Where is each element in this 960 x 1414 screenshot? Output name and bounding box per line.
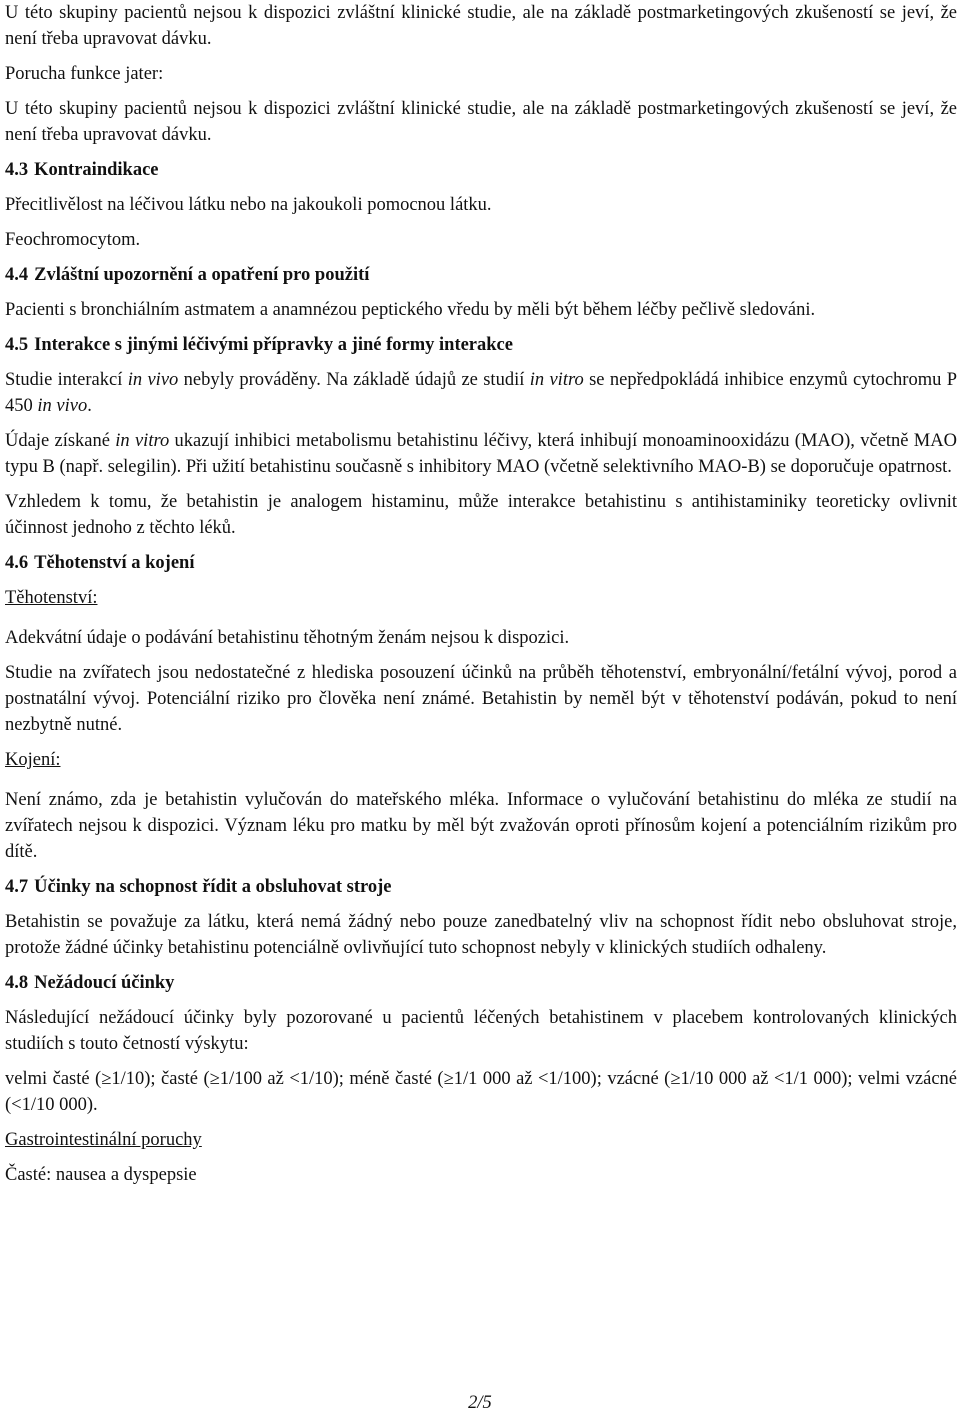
section-title: Těhotenství a kojení [34, 553, 195, 573]
section-number: 4.8 [5, 973, 29, 993]
section-title: Interakce s jinými léčivými přípravky a jiné formy interakce [34, 335, 513, 355]
italic-run: in vitro [529, 370, 584, 390]
section-title: Kontraindikace [34, 160, 159, 180]
contraindication-paragraph-2: Feochromocytom. [5, 230, 141, 250]
contraindication-paragraph-1: Přecitlivělost na léčivou látku nebo na jakoukoli pomocnou látku. [5, 195, 492, 215]
page-number: 2/5 [468, 1393, 492, 1413]
liver-impairment-heading: Porucha funkce jater: [5, 64, 164, 84]
section-number: 4.6 [5, 553, 29, 573]
section-4-8-heading [5, 970, 957, 996]
section-number: 4.5 [5, 335, 29, 355]
document-page [5, 0, 957, 1197]
section-4-7-heading [5, 874, 957, 900]
adverse-effects-paragraph-1: Následující nežádoucí účinky byly pozorované u pacientů léčených betahistinem v placebem kontrolovaných klinických studiích s touto četností výskytu: [5, 1008, 957, 1054]
text-run: nebyly prováděny. Na základě údajů ze studií [178, 370, 530, 390]
section-title: Nežádoucí účinky [34, 973, 175, 993]
section-title: Účinky na schopnost řídit a obsluhovat stroje [34, 877, 392, 897]
pregnancy-label: Těhotenství: [5, 588, 98, 608]
section-title: Zvláštní upozornění a opatření pro použití [34, 265, 370, 285]
gastrointestinal-common: Časté: nausea a dyspepsie [5, 1165, 197, 1185]
gastrointestinal-label: Gastrointestinální poruchy [5, 1130, 202, 1150]
pregnancy-paragraph-2: Studie na zvířatech jsou nedostatečné z hlediska posouzení účinků na průběh těhotenství, embryonální/fetální vývoj, porod a postnatální vývoj. Potenciální riziko pro člověka není známé. Betahistin by neměl být v těhotenství podáván, pokud to není nezbytně nutné. [5, 663, 957, 735]
section-number: 4.4 [5, 265, 29, 285]
section-4-3-heading [5, 157, 957, 183]
section-4-5-heading [5, 332, 957, 358]
intro-paragraph-1: U této skupiny pacientů nejsou k dispozici zvláštní klinické studie, ale na základě postmarketingových zkušeností se jeví, že není třeba upravovat dávku. [5, 3, 957, 49]
interactions-paragraph-2 [5, 428, 957, 480]
text-run: . [87, 396, 92, 416]
text-run: ukazují inhibici metabolismu betahistinu léčivy, která inhibují monoaminooxidázu (MAO), včetně MAO typu B (např. selegilin). Při užití betahistinu současně s inhibitory MAO (včetně selektivního MAO-B) se doporučuje opatrnost. [5, 431, 957, 477]
section-4-6-heading [5, 550, 957, 576]
italic-run: in vivo [37, 396, 88, 416]
intro-paragraph-2: U této skupiny pacientů nejsou k dispozici zvláštní klinické studie, ale na základě postmarketingových zkušeností se jeví, že není třeba upravovat dávku. [5, 99, 957, 145]
text-run: Údaje získané [5, 431, 116, 451]
pregnancy-paragraph-1: Adekvátní údaje o podávání betahistinu těhotným ženám nejsou k dispozici. [5, 628, 570, 648]
frequency-definitions: velmi časté (≥1/10); časté (≥1/100 až <1/10); méně časté (≥1/1 000 až <1/100); vzácné (≥1/10 000 až <1/1 000); velmi vzácné (<1/10 000). [5, 1069, 957, 1115]
italic-run: in vivo [127, 370, 179, 390]
section-number: 4.3 [5, 160, 29, 180]
driving-paragraph: Betahistin se považuje za látku, která nemá žádný nebo pouze zanedbatelný vliv na schopnost řídit nebo obsluhovat stroje, protože žádné účinky betahistinu potenciálně ovlivňující tuto schopnost nebyly v klinických studiích odhaleny. [5, 912, 957, 958]
interactions-paragraph-3: Vzhledem k tomu, že betahistin je analogem histaminu, může interakce betahistinu s antihistaminiky teoreticky ovlivnit účinnost jednoho z těchto léků. [5, 492, 957, 538]
text-run: se nepředpokládá inhibice enzymů cytochromu P 450 [5, 370, 957, 416]
text-run: Studie interakcí [5, 370, 128, 390]
interactions-paragraph-1 [5, 367, 957, 419]
breastfeeding-paragraph: Není známo, zda je betahistin vylučován do mateřského mléka. Informace o vylučování betahistinu do mléka ze studií na zvířatech nejsou k dispozici. Význam léku pro matku by měl být zvažován oproti přínosům kojení a potenciálním rizikům pro dítě. [5, 790, 957, 862]
italic-run: in vitro [115, 431, 170, 451]
section-4-4-heading [5, 262, 957, 288]
warnings-paragraph: Pacienti s bronchiálním astmatem a anamnézou peptického vředu by měli být během léčby pečlivě sledováni. [5, 300, 816, 320]
breastfeeding-label: Kojení: [5, 750, 61, 770]
section-number: 4.7 [5, 877, 29, 897]
